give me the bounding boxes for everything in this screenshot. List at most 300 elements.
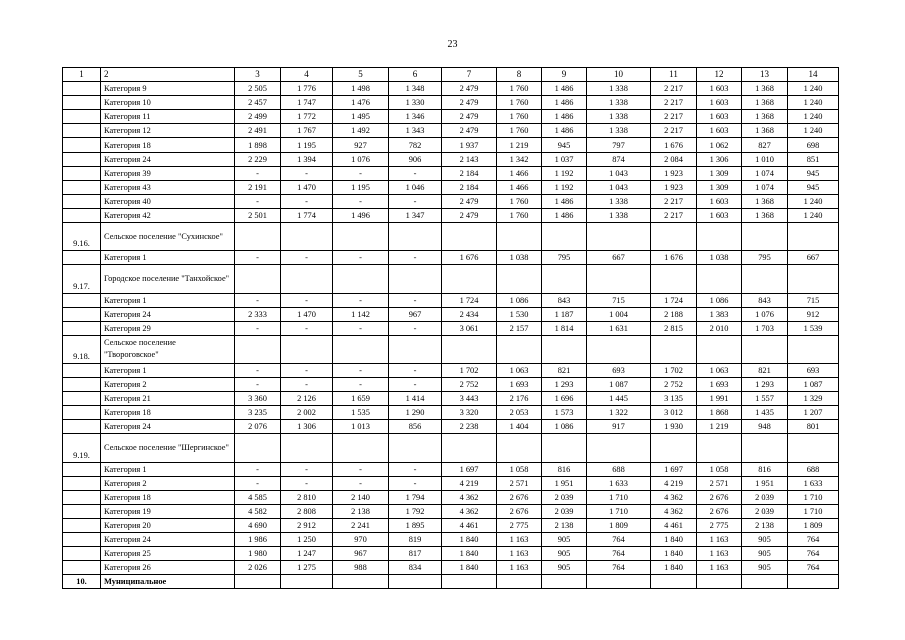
value-cell: 1 659 (333, 392, 389, 406)
value-cell: 945 (788, 180, 839, 194)
value-cell: 1 062 (697, 138, 742, 152)
row-label-cell: Категория 1 (101, 462, 235, 476)
value-cell: 2 241 (333, 519, 389, 533)
value-cell: 905 (742, 547, 788, 561)
value-cell: 816 (542, 462, 587, 476)
value-cell: - (281, 363, 333, 377)
value-cell: 1 368 (742, 208, 788, 222)
value-cell (742, 575, 788, 589)
value-cell (281, 265, 333, 293)
value-cell: 1 539 (788, 321, 839, 335)
value-cell: 4 461 (651, 519, 697, 533)
value-cell: 1 043 (587, 180, 651, 194)
value-cell: 1 486 (542, 194, 587, 208)
value-cell: 1 293 (742, 378, 788, 392)
value-cell: - (333, 378, 389, 392)
value-cell: 1 603 (697, 194, 742, 208)
value-cell (742, 265, 788, 293)
value-cell: 797 (587, 138, 651, 152)
value-cell: 693 (788, 363, 839, 377)
value-cell: 1 792 (389, 504, 442, 518)
value-cell: 1 631 (587, 321, 651, 335)
page-number: 23 (447, 39, 458, 50)
row-label-cell: Сельское поселение "Твороговское" (101, 335, 235, 363)
row-number-cell (63, 547, 101, 561)
row-label-cell: Категория 11 (101, 110, 235, 124)
section-row (63, 434, 839, 462)
section-row (63, 223, 839, 251)
value-cell: 1 633 (587, 476, 651, 490)
value-cell: 816 (742, 462, 788, 476)
value-cell: - (333, 363, 389, 377)
value-cell (542, 223, 587, 251)
value-cell: 1 322 (587, 406, 651, 420)
row-number-cell (63, 490, 101, 504)
value-cell: 2 039 (542, 490, 587, 504)
row-number-cell (63, 138, 101, 152)
value-cell (651, 434, 697, 462)
table-row (63, 293, 839, 307)
row-number-cell (63, 392, 101, 406)
value-cell: - (281, 166, 333, 180)
value-cell: 1 495 (333, 110, 389, 124)
value-cell: 2 775 (697, 519, 742, 533)
value-cell: 1 466 (497, 166, 542, 180)
value-cell: 2 752 (651, 378, 697, 392)
value-cell: 1 086 (697, 293, 742, 307)
value-cell: - (235, 378, 281, 392)
value-cell: 906 (389, 152, 442, 166)
value-cell: - (389, 363, 442, 377)
value-cell: 2 217 (651, 96, 697, 110)
value-cell: 693 (587, 363, 651, 377)
value-cell: 1 038 (497, 251, 542, 265)
row-number-cell (63, 166, 101, 180)
value-cell: 1 710 (587, 504, 651, 518)
value-cell: 1 338 (587, 110, 651, 124)
value-cell: 2 217 (651, 124, 697, 138)
row-label-cell: Категория 43 (101, 180, 235, 194)
value-cell: 2 188 (651, 307, 697, 321)
value-cell: 3 360 (235, 392, 281, 406)
header-cell: 14 (788, 68, 839, 82)
value-cell: 3 061 (442, 321, 497, 335)
value-cell: 1 038 (697, 251, 742, 265)
value-cell: 4 219 (442, 476, 497, 490)
value-cell (587, 265, 651, 293)
value-cell (497, 335, 542, 363)
row-label-cell: Категория 19 (101, 504, 235, 518)
value-cell: 2 676 (497, 490, 542, 504)
value-cell: 917 (587, 420, 651, 434)
value-cell: 764 (788, 533, 839, 547)
value-cell: 967 (389, 307, 442, 321)
value-cell: - (333, 321, 389, 335)
table-row (63, 378, 839, 392)
value-cell: 1 530 (497, 307, 542, 321)
value-cell: 1 240 (788, 194, 839, 208)
value-cell: 1 074 (742, 166, 788, 180)
value-cell: 1 760 (497, 208, 542, 222)
table-row (63, 406, 839, 420)
table-row (63, 321, 839, 335)
value-cell: 905 (542, 533, 587, 547)
row-label-cell: Сельское поселение "Сухинское" (101, 223, 235, 251)
value-cell: 851 (788, 152, 839, 166)
value-cell: 764 (587, 533, 651, 547)
value-cell: 1 240 (788, 110, 839, 124)
value-cell (497, 575, 542, 589)
value-cell: 3 135 (651, 392, 697, 406)
value-cell: - (235, 194, 281, 208)
row-label-cell: Категория 2 (101, 378, 235, 392)
value-cell: 764 (788, 547, 839, 561)
value-cell: 2 039 (742, 490, 788, 504)
value-cell (742, 223, 788, 251)
table-row (63, 208, 839, 222)
value-cell: 1 776 (281, 82, 333, 96)
table-row (63, 533, 839, 547)
value-cell (651, 575, 697, 589)
value-cell: 1 486 (542, 208, 587, 222)
value-cell: 1 275 (281, 561, 333, 575)
value-cell (651, 223, 697, 251)
value-cell: 1 004 (587, 307, 651, 321)
value-cell (788, 335, 839, 363)
value-cell: 4 690 (235, 519, 281, 533)
value-cell: 1 087 (788, 378, 839, 392)
value-cell: - (281, 321, 333, 335)
value-cell (333, 434, 389, 462)
row-number-cell (63, 307, 101, 321)
value-cell (389, 575, 442, 589)
header-cell: 3 (235, 68, 281, 82)
value-cell: 1 470 (281, 307, 333, 321)
row-label-cell: Категория 9 (101, 82, 235, 96)
value-cell: - (389, 293, 442, 307)
section-heading-row (63, 575, 839, 589)
value-cell: 795 (542, 251, 587, 265)
value-cell: 817 (389, 547, 442, 561)
value-cell: 2 143 (442, 152, 497, 166)
value-cell: 3 443 (442, 392, 497, 406)
value-cell: - (389, 378, 442, 392)
value-cell: 1 898 (235, 138, 281, 152)
table-row (63, 490, 839, 504)
value-cell: 1 347 (389, 208, 442, 222)
value-cell: 4 219 (651, 476, 697, 490)
row-label-cell: Категория 20 (101, 519, 235, 533)
value-cell: 1 951 (742, 476, 788, 490)
value-cell (742, 335, 788, 363)
value-cell: 2 810 (281, 490, 333, 504)
value-cell: - (333, 462, 389, 476)
row-label-cell: Муниципальное (101, 575, 235, 589)
header-cell: 7 (442, 68, 497, 82)
value-cell (442, 575, 497, 589)
value-cell: 1 250 (281, 533, 333, 547)
value-cell: 1 163 (697, 547, 742, 561)
table-row (63, 547, 839, 561)
row-number-cell (63, 406, 101, 420)
value-cell: 874 (587, 152, 651, 166)
value-cell: 1 840 (442, 561, 497, 575)
value-cell: 2 039 (542, 504, 587, 518)
value-cell (542, 434, 587, 462)
value-cell: 1 840 (651, 561, 697, 575)
value-cell: 1 486 (542, 96, 587, 110)
value-cell: 1 329 (788, 392, 839, 406)
row-label-cell: Категория 24 (101, 420, 235, 434)
value-cell: 1 760 (497, 82, 542, 96)
row-number-cell (63, 378, 101, 392)
value-cell: 782 (389, 138, 442, 152)
value-cell: 764 (587, 547, 651, 561)
value-cell (497, 265, 542, 293)
value-cell: 948 (742, 420, 788, 434)
value-cell: 4 461 (442, 519, 497, 533)
value-cell: 1 573 (542, 406, 587, 420)
value-cell: 2 571 (497, 476, 542, 490)
value-cell: 2 457 (235, 96, 281, 110)
value-cell: 1 293 (542, 378, 587, 392)
value-cell: 1 414 (389, 392, 442, 406)
value-cell: 1 435 (742, 406, 788, 420)
value-cell: 1 702 (442, 363, 497, 377)
row-label-cell: Категория 39 (101, 166, 235, 180)
value-cell: 1 338 (587, 96, 651, 110)
value-cell: 2 138 (542, 519, 587, 533)
table-row (63, 166, 839, 180)
table-row (63, 561, 839, 575)
value-cell: 2 184 (442, 166, 497, 180)
value-cell: 2 176 (497, 392, 542, 406)
value-cell: 819 (389, 533, 442, 547)
value-cell (281, 434, 333, 462)
value-cell (235, 575, 281, 589)
value-cell: 1 760 (497, 194, 542, 208)
value-cell: 1 010 (742, 152, 788, 166)
value-cell: 2 752 (442, 378, 497, 392)
value-cell: 1 219 (497, 138, 542, 152)
value-cell: 1 724 (651, 293, 697, 307)
value-cell: 2 138 (742, 519, 788, 533)
value-cell: 970 (333, 533, 389, 547)
table-row (63, 124, 839, 138)
value-cell: 1 240 (788, 124, 839, 138)
value-cell: 1 486 (542, 110, 587, 124)
value-cell: 2 775 (497, 519, 542, 533)
value-cell: 698 (788, 138, 839, 152)
value-cell: 1 348 (389, 82, 442, 96)
value-cell: 2 434 (442, 307, 497, 321)
row-number-cell (63, 363, 101, 377)
value-cell: 945 (542, 138, 587, 152)
row-label-cell: Категория 12 (101, 124, 235, 138)
table-row (63, 96, 839, 110)
value-cell: 2 157 (497, 321, 542, 335)
row-label-cell: Сельское поселение "Шергинское" (101, 434, 235, 462)
value-cell: 688 (788, 462, 839, 476)
value-cell: 2 229 (235, 152, 281, 166)
value-cell (333, 265, 389, 293)
value-cell: 1 247 (281, 547, 333, 561)
table-row (63, 110, 839, 124)
value-cell: 1 368 (742, 110, 788, 124)
value-cell: 2 138 (333, 504, 389, 518)
row-label-cell: Категория 24 (101, 307, 235, 321)
value-cell: 1 840 (442, 533, 497, 547)
value-cell: - (235, 363, 281, 377)
value-cell: 1 192 (542, 180, 587, 194)
value-cell: 764 (788, 561, 839, 575)
header-cell: 9 (542, 68, 587, 82)
value-cell: - (333, 194, 389, 208)
value-cell: 2 191 (235, 180, 281, 194)
value-cell (442, 265, 497, 293)
value-cell: 827 (742, 138, 788, 152)
row-number-cell (63, 561, 101, 575)
value-cell (497, 434, 542, 462)
row-number-cell (63, 194, 101, 208)
value-cell: 1 087 (587, 378, 651, 392)
value-cell: 1 187 (542, 307, 587, 321)
row-number-cell (63, 82, 101, 96)
value-cell: 1 676 (651, 138, 697, 152)
value-cell: 1 693 (697, 378, 742, 392)
value-cell: 2 815 (651, 321, 697, 335)
value-cell: 1 937 (442, 138, 497, 152)
value-cell: - (389, 321, 442, 335)
value-cell: 1 633 (788, 476, 839, 490)
value-cell: 2 076 (235, 420, 281, 434)
value-cell: 1 476 (333, 96, 389, 110)
value-cell: 967 (333, 547, 389, 561)
value-cell: 2 217 (651, 82, 697, 96)
value-cell: 1 338 (587, 82, 651, 96)
value-cell (281, 575, 333, 589)
value-cell: - (333, 251, 389, 265)
value-cell (235, 223, 281, 251)
header-cell: 6 (389, 68, 442, 82)
table-row (63, 519, 839, 533)
value-cell: 1 840 (651, 547, 697, 561)
value-cell (587, 223, 651, 251)
value-cell: - (235, 321, 281, 335)
value-cell (389, 265, 442, 293)
value-cell (333, 223, 389, 251)
value-cell (697, 335, 742, 363)
value-cell: 2 808 (281, 504, 333, 518)
value-cell: 1 074 (742, 180, 788, 194)
table-row (63, 307, 839, 321)
value-cell: 1 814 (542, 321, 587, 335)
value-cell (442, 335, 497, 363)
row-label-cell: Категория 18 (101, 406, 235, 420)
value-cell: - (281, 293, 333, 307)
value-cell: 1 163 (497, 561, 542, 575)
value-cell: 905 (742, 561, 788, 575)
value-cell: 4 585 (235, 490, 281, 504)
value-cell: 1 693 (497, 378, 542, 392)
value-cell: 1 603 (697, 208, 742, 222)
header-cell: 8 (497, 68, 542, 82)
value-cell: 1 760 (497, 110, 542, 124)
row-number-cell: 9.18. (63, 335, 101, 363)
table-row (63, 504, 839, 518)
value-cell (235, 335, 281, 363)
value-cell: 4 362 (442, 504, 497, 518)
row-number-cell: 9.17. (63, 265, 101, 293)
table-row (63, 251, 839, 265)
value-cell: 1 703 (742, 321, 788, 335)
value-cell: 2 491 (235, 124, 281, 138)
value-cell: 4 582 (235, 504, 281, 518)
row-number-cell (63, 180, 101, 194)
value-cell (788, 434, 839, 462)
value-cell (788, 265, 839, 293)
value-cell (333, 575, 389, 589)
value-cell: 1 710 (788, 490, 839, 504)
value-cell: 1 895 (389, 519, 442, 533)
value-cell (389, 335, 442, 363)
header-row (63, 68, 839, 82)
value-cell: - (281, 378, 333, 392)
value-cell: 667 (587, 251, 651, 265)
value-cell: 2 217 (651, 110, 697, 124)
value-cell: 1 923 (651, 166, 697, 180)
value-cell (651, 265, 697, 293)
value-cell: 688 (587, 462, 651, 476)
value-cell: 1 470 (281, 180, 333, 194)
value-cell: 1 037 (542, 152, 587, 166)
value-cell (542, 575, 587, 589)
value-cell: 1 676 (442, 251, 497, 265)
value-cell: 834 (389, 561, 442, 575)
value-cell (587, 434, 651, 462)
value-cell: 4 362 (442, 490, 497, 504)
value-cell: - (235, 166, 281, 180)
value-cell: 1 086 (497, 293, 542, 307)
value-cell (542, 335, 587, 363)
value-cell: - (389, 462, 442, 476)
value-cell: 1 774 (281, 208, 333, 222)
value-cell: 2 479 (442, 208, 497, 222)
value-cell: 1 219 (697, 420, 742, 434)
value-cell: 1 496 (333, 208, 389, 222)
value-cell: 1 240 (788, 208, 839, 222)
value-cell: 2 499 (235, 110, 281, 124)
value-cell: - (235, 251, 281, 265)
value-cell: 1 368 (742, 96, 788, 110)
value-cell: 1 076 (333, 152, 389, 166)
value-cell: 1 991 (697, 392, 742, 406)
value-cell: 1 923 (651, 180, 697, 194)
value-cell: 1 486 (542, 82, 587, 96)
value-cell: 2 571 (697, 476, 742, 490)
value-cell: - (333, 476, 389, 490)
value-cell (235, 265, 281, 293)
table-row (63, 363, 839, 377)
value-cell (281, 223, 333, 251)
value-cell: 1 142 (333, 307, 389, 321)
header-cell: 13 (742, 68, 788, 82)
value-cell: 1 557 (742, 392, 788, 406)
row-label-cell: Категория 42 (101, 208, 235, 222)
value-cell: 905 (742, 533, 788, 547)
value-cell (389, 223, 442, 251)
value-cell: 2 501 (235, 208, 281, 222)
